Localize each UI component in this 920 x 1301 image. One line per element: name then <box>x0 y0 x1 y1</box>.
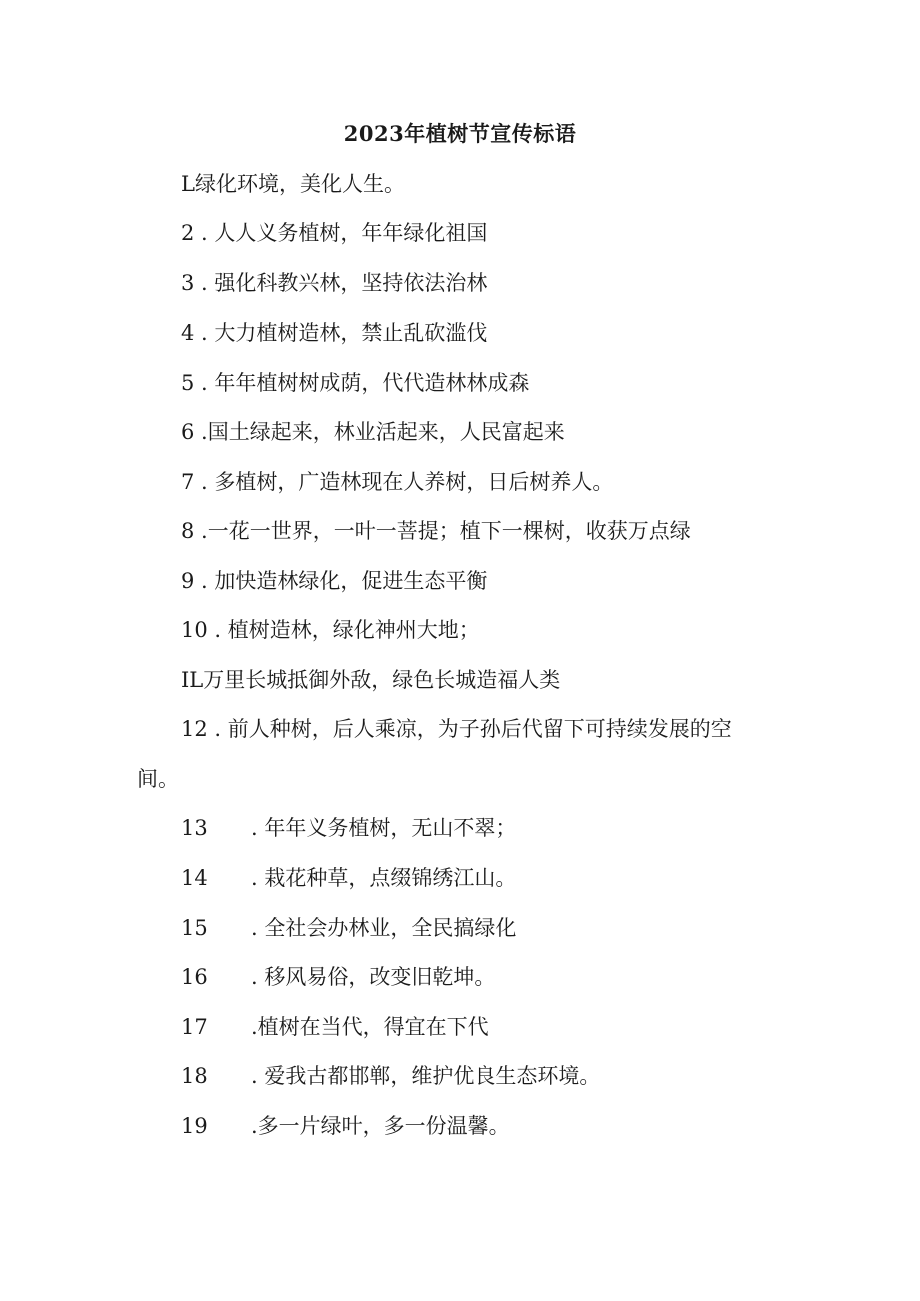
slogan-line <box>181 714 732 744</box>
slogan-line <box>181 813 516 843</box>
item-number: 14 <box>181 866 208 890</box>
item-number: 19 <box>181 1114 208 1138</box>
item-number: 12 <box>181 717 208 741</box>
item-number: 2 <box>181 221 195 245</box>
slogan-line <box>181 863 516 893</box>
slogan-text: . 前人种树，后人乘凉，为子孙后代留下可持续发展的空 <box>207 717 732 741</box>
slogan-text: . 爱我古都邯郸，维护优良生态环境。 <box>251 1064 601 1088</box>
item-number: 9 <box>181 569 195 593</box>
item-number: 7 <box>181 470 195 494</box>
slogan-line <box>181 665 560 695</box>
item-number: 10 <box>181 618 208 642</box>
slogan-line <box>181 962 495 992</box>
item-number: 3 <box>181 271 195 295</box>
slogan-text: 间。 <box>137 767 179 791</box>
slogan-line <box>181 516 691 546</box>
slogan-line-continuation <box>137 764 179 794</box>
item-number: 15 <box>181 916 208 940</box>
slogan-text: . 植树造林，绿化神州大地； <box>207 618 480 642</box>
slogan-line <box>181 913 516 943</box>
slogan-text: . 栽花种草，点缀锦绣江山。 <box>251 866 517 890</box>
slogan-text: . 强化科教兴林，坚持依法治林 <box>194 271 488 295</box>
slogan-line <box>181 1012 489 1042</box>
slogan-line <box>181 218 487 248</box>
slogan-text: .植树在当代，得宜在下代 <box>251 1015 489 1039</box>
slogan-text: .多一片绿叶，多一份温馨。 <box>251 1114 510 1138</box>
slogan-text: . 人人义务植树，年年绿化祖国 <box>194 221 488 245</box>
slogan-line <box>181 1111 510 1141</box>
slogan-text: . 全社会办林业，全民搞绿化 <box>251 916 517 940</box>
page-title: 2023年植树节宣传标语 <box>343 121 577 146</box>
item-number: 13 <box>181 816 208 840</box>
slogan-text: 绿化环境，美化人生。 <box>194 172 405 196</box>
slogan-text: . 移风易俗，改变旧乾坤。 <box>251 965 496 989</box>
slogan-line <box>181 566 487 596</box>
slogan-text: . 年年义务植树，无山不翠； <box>251 816 517 840</box>
slogan-text: . 多植树，广造林现在人养树，日后树养人。 <box>194 470 614 494</box>
slogan-line <box>181 268 487 298</box>
slogan-line <box>181 169 405 199</box>
slogan-text: . 年年植树树成荫，代代造林林成森 <box>194 371 530 395</box>
slogan-text: . 大力植树造林，禁止乱砍滥伐 <box>194 321 488 345</box>
slogan-text: 万里长城抵御外敌，绿色长城造福人类 <box>203 668 561 692</box>
slogan-line <box>181 318 487 348</box>
item-number: 16 <box>181 965 208 989</box>
item-number: 17 <box>181 1015 208 1039</box>
item-number: 5 <box>181 371 195 395</box>
slogan-text: .一花一世界，一叶一菩提；植下一棵树，收获万点绿 <box>194 519 691 543</box>
slogan-line <box>181 615 480 645</box>
slogan-line <box>181 467 613 497</box>
item-number: 18 <box>181 1064 208 1088</box>
item-number: L <box>181 172 195 196</box>
slogan-line <box>181 417 565 447</box>
item-number: 4 <box>181 321 195 345</box>
slogan-text: . 加快造林绿化，促进生态平衡 <box>194 569 488 593</box>
item-number: 8 <box>181 519 195 543</box>
item-number: 6 <box>181 420 195 444</box>
slogan-line <box>181 368 529 398</box>
slogan-line <box>181 1061 600 1091</box>
slogan-text: .国土绿起来，林业活起来，人民富起来 <box>194 420 565 444</box>
item-number: IL <box>181 668 204 692</box>
